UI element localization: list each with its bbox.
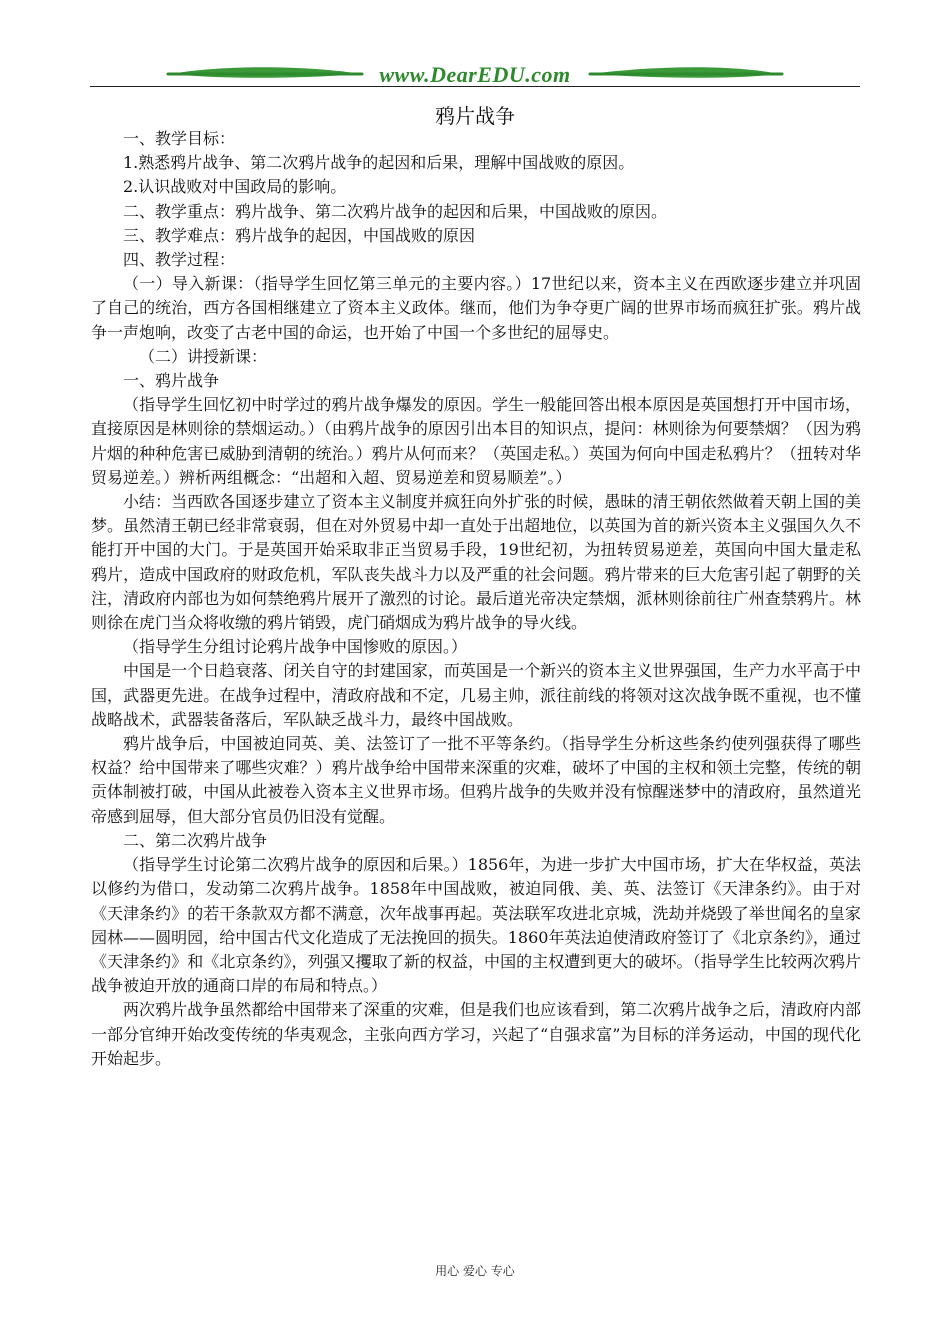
section-heading: 二、第二次鸦片战争 [123,830,268,850]
section-heading: 二、教学重点：鸦片战争、第二次鸦片战争的起因和后果，中国战败的原因。 [123,201,668,221]
body-paragraph: 鸦片战争后，中国被迫同英、美、法签订了一批不平等条约。（指导学生分析这些条约使列强获得了哪些权益？给中国带来了哪些灾难？）鸦片战争给中国带来深重的灾难，破坏了中国的主权和领土完整，传统的朝贡体制被打破，中国从此被卷入资本主义世界市场。但鸦片战争的失败并没有惊醒迷梦中的清政府，虽然道光帝感到屈辱，但大部分官员仍旧没有觉醒。 [91,734,861,826]
section-heading: 一、教学目标： [123,129,236,148]
body-paragraph: 中国是一个日趋衰落、闭关自守的封建国家，而英国是一个新兴的资本主义世界强国，生产力水平高于中国，武器更先进。在战争过程中，清政府战和不定，几易主帅，派往前线的将领对这次战争既不重视，也不懂战略战术，武器装备落后，军队缺乏战斗力，最终中国战败。 [91,661,861,729]
section-heading: （二）讲授新课： [139,346,268,366]
body-paragraph: （指导学生回忆初中时学过的鸦片战争爆发的原因。学生一般能回答出根本原因是英国想打开中国市场，直接原因是林则徐的禁烟运动。）（由鸦片战争的原因引出本目的知识点，提问：林则徐为何要禁烟？（因为鸦片烟的种种危害已威胁到清朝的统治。）鸦片从何而来？（英国走私。）英国为何向中国走私鸦片？（扭转对华贸易逆差。）辨析两组概念：“出超和入超、贸易逆差和贸易顺差”。） [91,395,861,487]
section-heading: 四、教学过程： [123,250,236,270]
objective-item: 2.认识战败对中国政局的影响。 [123,177,347,197]
document-title: 鸦片战争 [435,104,515,128]
objective-item: 1.熟悉鸦片战争、第二次鸦片战争的起因和后果，理解中国战败的原因。 [123,153,635,173]
site-logo: www.DearEDU.com [379,62,571,87]
header-divider [90,86,860,87]
page-footer: 用心 爱心 专心 [435,1264,515,1278]
section-heading: 一、鸦片战争 [123,371,220,391]
body-paragraph: （一）导入新课：（指导学生回忆第三单元的主要内容。）17世纪以来，资本主义在西欧逐步建立并巩固了自己的统治，西方各国相继建立了资本主义政体。继而，他们为争夺更广阔的世界市场而疯狂扩张。鸦片战争一声炮响，改变了古老中国的命运，也开始了中国一个多世纪的屈辱史。 [91,274,861,342]
body-paragraph: 两次鸦片战争虽然都给中国带来了深重的灾难，但是我们也应该看到，第二次鸦片战争之后，清政府内部一部分官绅开始改变传统的华夷观念，主张向西方学习，兴起了“自强求富”为目标的洋务运动，中国的现代化开始起步。 [91,1000,861,1068]
section-heading: 三、教学难点：鸦片战争的起因，中国战败的原因 [123,225,476,245]
document-body [91,127,861,1071]
body-paragraph: （指导学生分组讨论鸦片战争中国惨败的原因。） [123,637,468,657]
body-paragraph: （指导学生讨论第二次鸦片战争的原因和后果。）1856年，为进一步扩大中国市场，扩大在华权益，英法以修约为借口，发动第二次鸦片战争。1858年中国战败，被迫同俄、美、英、法签订《天津条约》。由于对《天津条约》的若干条款双方都不满意，次年战事再起。英法联军攻进北京城，洗劫并烧毁了举世闻名的皇家园林——圆明园，给中国古代文化造成了无法挽回的损失。1860年英法迫使清政府签订了《北京条约》，通过《天津条约》和《北京条约》，列强又攫取了新的权益，中国的主权遭到更大的破坏。（指导学生比较两次鸦片战争被迫开放的通商口岸的布局和特点。） [91,855,861,996]
body-paragraph: 小结：当西欧各国逐步建立了资本主义制度并疯狂向外扩张的时候，愚昧的清王朝依然做着天朝上国的美梦。虽然清王朝已经非常衰弱，但在对外贸易中却一直处于出超地位，以英国为首的新兴资本主义强国久久不能打开中国的大门。于是英国开始采取非正当贸易手段，19世纪初，为扭转贸易逆差，英国向中国大量走私鸦片，造成中国政府的财政危机，军队丧失战斗力以及严重的社会问题。鸦片带来的巨大危害引起了朝野的关注，清政府内部也为如何禁绝鸦片展开了激烈的讨论。最后道光帝决定禁烟，派林则徐前往广州查禁鸦片。林则徐在虎门当众将收缴的鸦片销毁，虎门硝烟成为鸦片战争的导火线。 [91,492,861,633]
